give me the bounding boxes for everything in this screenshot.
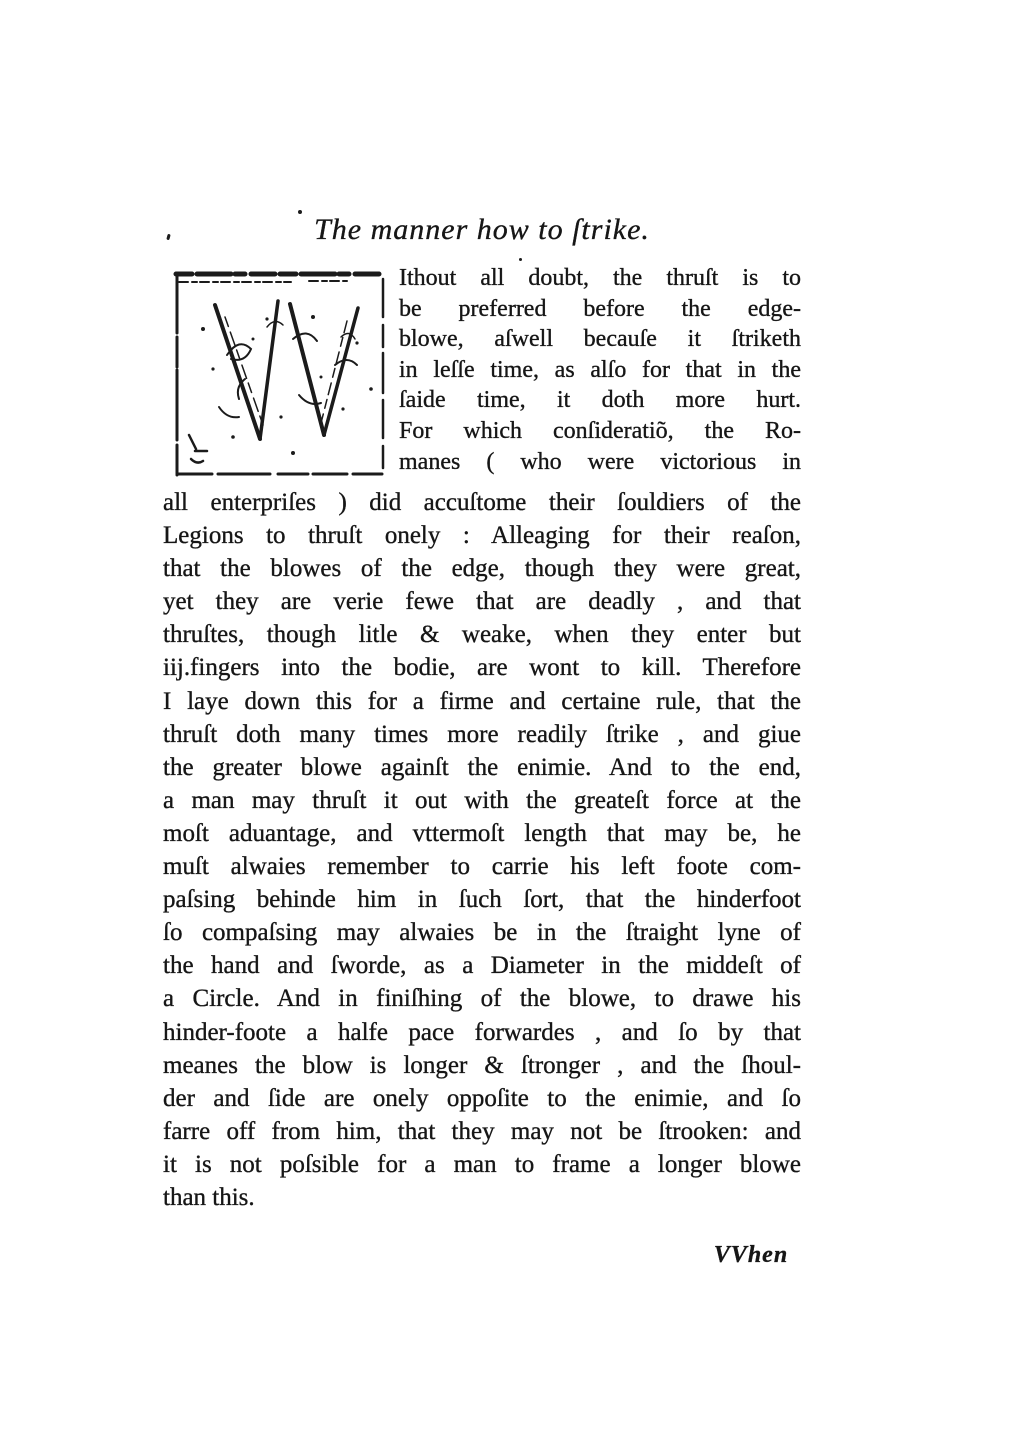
text-line: thruſt doth many times more readily ſtrike , and giue [163, 720, 801, 748]
text-line: the greater blowe againſt the enimie. And to the end, [163, 753, 801, 781]
text-line: manes ( who were victorious in [399, 448, 801, 475]
text-line: be preferred before the edge- [399, 295, 801, 322]
text-line: ſaide time, it doth more hurt. [399, 387, 801, 414]
text-line: the hand and ſworde, as a Diameter in the middeſt of [163, 952, 801, 980]
woodcut-initial-w-icon [171, 267, 389, 481]
text-line: in leſſe time, as alſo for that in the [399, 356, 801, 383]
text-line: blowe, aſwell becauſe it ſtriketh [399, 326, 801, 353]
intro-text-column [399, 263, 801, 477]
text-line: paſsing behinde him in ſuch ſort, that the hinderfoot [163, 886, 801, 914]
text-line: I laye down this for a firme and certaine rule, that the [163, 687, 801, 715]
text-line: that the blowes of the edge, though they were great, [163, 555, 801, 583]
text-line: meanes the blow is longer & ſtronger , and the ſhoul- [163, 1051, 801, 1079]
text-line: it is not poſsible for a man to frame a longer blowe [163, 1150, 801, 1178]
text-line: hinder-foote a halfe pace forwardes , and ſo by that [163, 1018, 801, 1046]
text-line: iij.fingers into the bodie, are wont to kill. Therefore [163, 654, 801, 682]
text-line: farre off from him, that they may not be ſtrooken: and [163, 1117, 801, 1145]
text-line: yet they are verie fewe that are deadly , and that [163, 588, 801, 616]
text-line: Ithout all doubt, the thruſt is to [399, 265, 801, 291]
text-line: than this. [163, 1183, 255, 1211]
text-line: For which conſideratiõ, the Ro- [399, 417, 801, 444]
body-text-column [163, 486, 801, 1214]
text-line: moſt aduantage, and vttermoſt length that may be, he [163, 819, 801, 847]
catchword: VVhen [713, 1242, 789, 1268]
text-line: Legions to thruſt onely : Alleaging for their reaſon, [163, 522, 801, 550]
text-line: muſt alwaies remember to carrie his left foote com- [163, 853, 801, 881]
text-line: a Circle. And in finiſhing of the blowe, to drawe his [163, 985, 801, 1013]
text-line: der and ſide are onely oppoſite to the enimie, and ſo [163, 1084, 801, 1112]
text-line: ſo compaſsing may alwaies be in the ſtraight lyne of [163, 919, 801, 947]
ink-speck [298, 210, 302, 214]
ink-speck [519, 258, 522, 261]
woodcut-initial-w-illustration [171, 267, 389, 481]
text-line: thruſtes, though litle & weake, when they enter but [163, 621, 801, 649]
text-line: all enterpriſes ) did accuſtome their ſouldiers of the [163, 489, 801, 516]
page-title: The manner how to ſtrike. [314, 213, 650, 246]
text-line: a man may thruſt it out with the greateſt force at the [163, 786, 801, 814]
